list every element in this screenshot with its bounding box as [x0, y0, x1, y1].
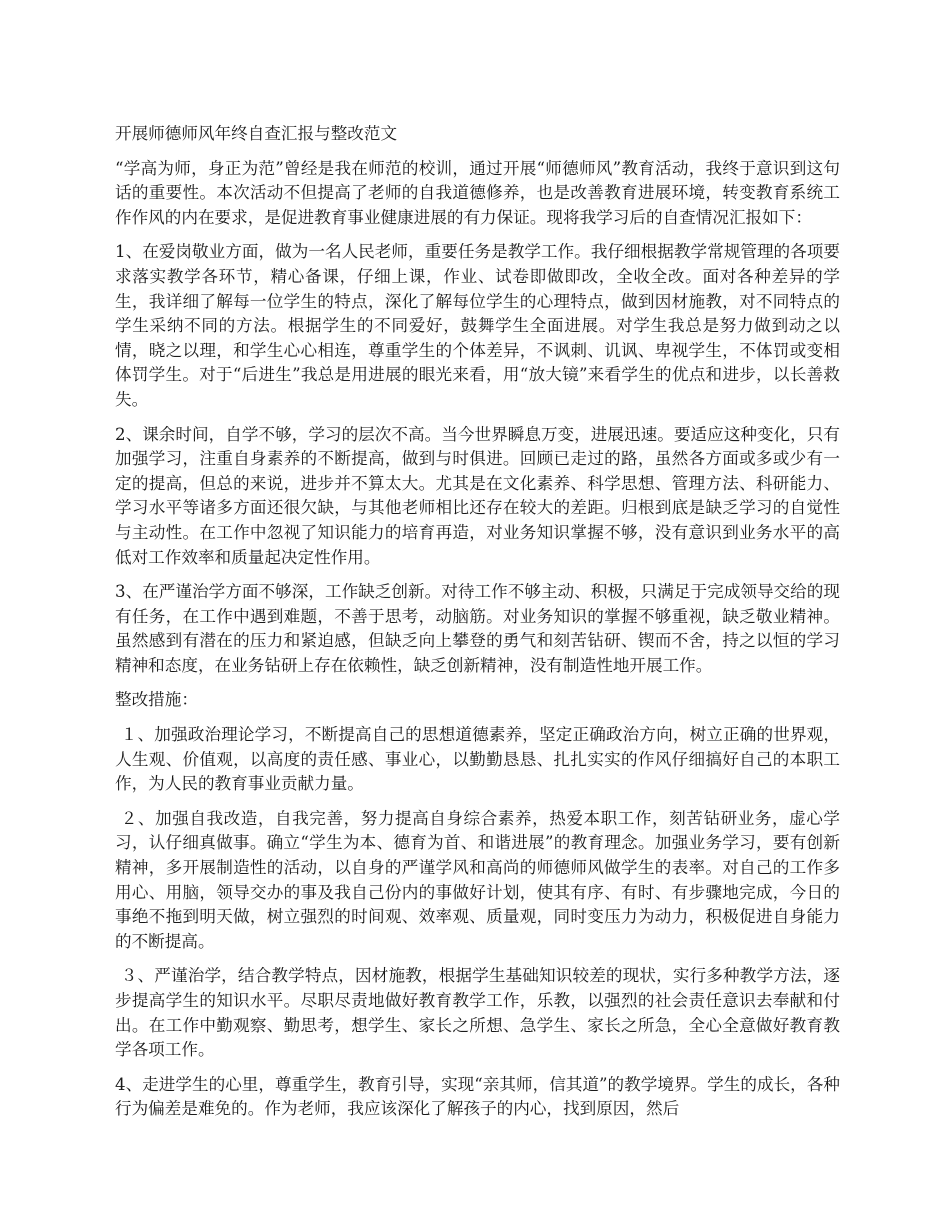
intro-paragraph: “学高为师，身正为范”曾经是我在师范的校训，通过开展“师德师风”教育活动，我终于意识到这句话的重要性。本次活动不但提高了老师的自我道德修养，也是改善教育进展环境，转变教育系统工作作风的内在要求，是促进教育事业健康进展的有力保证。现将我学习后的自查情况汇报如下：: [115, 158, 840, 227]
paragraph-dedication: 1、在爱岗敬业方面，做为一名人民老师，重要任务是教学工作。我仔细根据教学常规管理的各项要求落实教学各环节，精心备课，仔细上课，作业、试卷即做即改，全收全改。面对各种差异的学生，我详细了解每一位学生的特点，深化了解每位学生的心理特点，做到因材施教，对不同特点的学生采纳不同的方法。根据学生的不同爱好，鼓舞学生全面进展。对学生我总是努力做到动之以情，晓之以理，和学生心心相连，尊重学生的个体差异，不讽刺、讥讽、卑视学生，不体罚或变相体罚学生。对于“后进生”我总是用进展的眼光来看，用“放大镜”来看学生的优点和进步，以长善救失。: [115, 242, 840, 409]
paragraph-rigor: 3、在严谨治学方面不够深，工作缺乏创新。对待工作不够主动、积极，只满足于完成领导交给的现有任务，在工作中遇到难题，不善于思考，动脑筋。对业务知识的掌握不够重视，缺乏敬业精神。虽然感到有潜在的压力和紧迫感，但缺乏向上攀登的勇气和刻苦钻研、锲而不舍，持之以恒的学习精神和态度，在业务钻研上存在依赖性，缺乏创新精神，没有制造性地开展工作。: [115, 582, 840, 675]
measure-item-3: ３、严谨治学，结合教学特点，因材施教，根据学生基础知识较差的现状，实行多种教学方法，逐步提高学生的知识水平。尽职尽责地做好教育教学工作，乐教，以强烈的社会责任意识去奉献和付出。在工作中勤观察、勤思考，想学生、家长之所想、急学生、家长之所急，全心全意做好教育教学各项工作。: [115, 966, 840, 1060]
paragraph-learning: 2、课余时间，自学不够，学习的层次不高。当今世界瞬息万变，进展迅速。要适应这种变化，只有加强学习，注重自身素养的不断提高，做到与时俱进。回顾已走过的路，虽然各方面或多或少有一定的提高，但总的来说，进步并不算太大。尤其是在文化素养、科学思想、管理方法、科研能力、学习水平等诸多方面还很欠缺，与其他老师相比还存在较大的差距。归根到底是缺乏学习的自觉性与主动性。在工作中忽视了知识能力的培育再造，对业务知识掌握不够，没有意识到业务水平的高低对工作效率和质量起决定性作用。: [115, 424, 840, 567]
document-title: 开展师德师风年终自查汇报与整改范文: [115, 124, 398, 143]
measure-item-1: １、加强政治理论学习，不断提高自己的思想道德素养，坚定正确政治方向，树立正确的世界观，人生观、价值观，以高度的责任感、事业心，以勤勤恳恳、扎扎实实的作风仔细搞好自己的本职工作，为人民的教育事业贡献力量。: [115, 725, 840, 794]
document-page: [115, 122, 840, 1132]
measure-item-2: ２、加强自我改造，自我完善，努力提高自身综合素养，热爱本职工作，刻苦钻研业务，虚心学习，认仔细真做事。确立“学生为本、德育为首、和谐进展”的教育理念。加强业务学习，要有创新精神，多开展制造性的活动，以自身的严谨学风和高尚的师德师风做学生的表率。对自己的工作多用心、用脑，领导交办的事及我自己份内的事做好计划，使其有序、有时、有步骤地完成，今日的事绝不拖到明天做，树立强烈的时间观、效率观、质量观，同时变压力为动力，积极促进自身能力的不断提高。: [115, 808, 840, 951]
measures-heading: 整改措施：: [115, 690, 198, 710]
measure-item-4: 4、走进学生的心里，尊重学生，教育引导，实现“亲其师，信其道”的教学境界。学生的成长，各种行为偏差是难免的。作为老师，我应该深化了解孩子的内心，找到原因，然后: [115, 1074, 840, 1119]
